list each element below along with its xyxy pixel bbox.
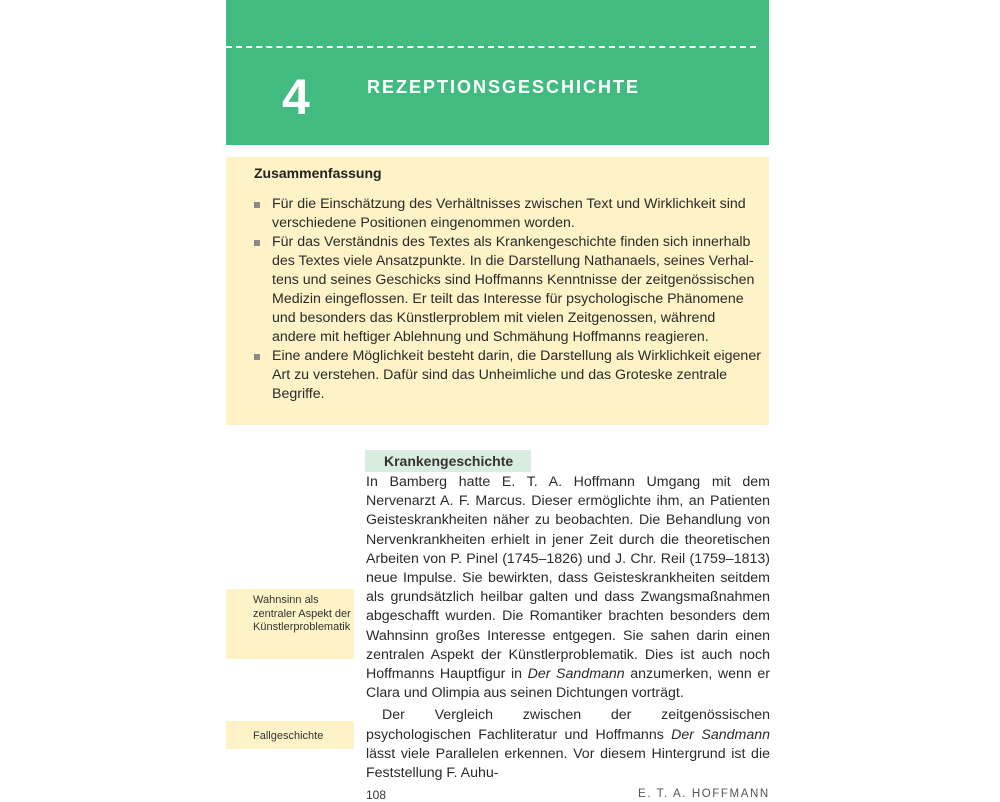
summary-item-text: Eine andere Möglichkeit besteht darin, die Darstellung als Wirklichkeit eigener Art zu verstehen. Dafür sind das Unheimliche und das Groteske zentrale Begriffe. <box>272 348 761 402</box>
summary-box <box>226 157 769 425</box>
section-heading-text: Krankengeschichte <box>384 453 514 469</box>
body-paragraph <box>366 473 770 703</box>
summary-item-text: Für das Verständnis des Textes als Krankengeschichte finden sich innerhalb des Textes viele Ansatzpunkte. In die Darstellung Nathanaels, seines Verhaltens und seines Geschicks sind Hoffmanns Kenntnisse der zeitgenössischen Medizin eingeflossen. Er teilt das Interesse für psychologische Phänomene und besonders das Künstlerproblem mit vielen Zeitgenossen, während andere mit heftiger Ablehnung und Schmähung Hoffmanns reagieren. <box>272 234 755 345</box>
work-title: Der Sandmann <box>671 726 770 743</box>
chapter-title: REZEPTIONSGESCHICHTE <box>367 77 641 97</box>
body-text-run: In Bamberg hatte E. T. A. Hoffmann Umgang mit dem Nervenarzt A. F. Marcus. Dieser ermöglichte ihm, an Patienten Geisteskrankheiten näher zu beobachten. Die Behandlung von Nervenkrankheiten erhielt in jener Zeit durch die theoretischen Arbeiten von P. Pinel (1745–1826) und J. Chr. Reil (1759–1813) neue Impulse. Sie bewirkten, dass Geisteskrankheiten seitdem als grundsätzlich heilbar galten und dass Zwangsmaßnahmen abgeschafft wurden. Die Romantiker brachten besonders dem Wahnsinn großes Interesse entgegen. Sie sahen darin einen zentralen Aspekt der Künstlerproblematik. Dies ist auch noch Hoffmanns Hauptfigur in <box>366 474 770 683</box>
chapter-header <box>226 0 769 145</box>
square-bullet-icon <box>254 202 260 208</box>
page-number: 108 <box>366 788 387 802</box>
body-text-run: anzumerken, wenn er Clara und Olimpia aus seinen Dichtungen vorträgt. <box>366 666 770 702</box>
dashed-divider <box>226 46 756 48</box>
body-text <box>366 473 770 783</box>
running-footer-author: E. T. A. HOFFMANN <box>638 788 770 800</box>
summary-item-text: Für die Einschätzung des Verhältnisses zwischen Text und Wirklichkeit sind verschiedene Positionen eingenommen worden. <box>272 196 746 231</box>
summary-item <box>254 195 762 233</box>
summary-item <box>254 233 762 347</box>
summary-item <box>254 347 762 404</box>
square-bullet-icon <box>254 354 260 360</box>
margin-note: Fallgeschichte <box>226 721 354 749</box>
summary-list <box>254 195 762 404</box>
section-heading <box>365 450 531 472</box>
chapter-number: 4 <box>282 69 310 125</box>
body-text-run: Der Vergleich zwischen der zeitgenössischen psychologischen Fachliteratur und Hoffmanns <box>366 707 770 743</box>
summary-title: Zusammenfassung <box>254 165 382 181</box>
body-paragraph <box>366 706 770 783</box>
work-title: Der Sandmann <box>527 666 625 683</box>
margin-note: Wahnsinn als zentraler Aspekt der Künstlerproblematik <box>226 589 354 659</box>
body-text-run: lässt viele Parallelen erkennen. Vor diesem Hintergrund ist die Feststellung F. Auhu- <box>366 745 770 782</box>
square-bullet-icon <box>254 240 260 246</box>
